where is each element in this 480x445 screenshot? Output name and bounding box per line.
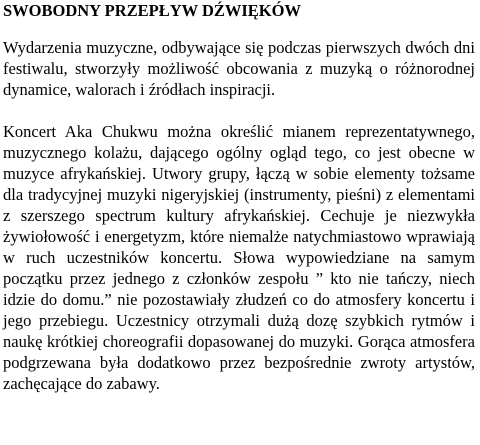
article-paragraph-intro: Wydarzenia muzyczne, odbywające się podczas pierwszych dwóch dni festiwalu, stworzyły możliwość obcowania z muzyką o różnorodnej dynamice, walorach i źródłach inspiracji. bbox=[3, 38, 475, 99]
article bbox=[3, 0, 475, 394]
article-paragraph-concert: Koncert Aka Chukwu można określić mianem reprezentatywnego, muzycznego kolażu, dającego ogólny ogląd tego, co jest obecne w muzyce afrykańskiej. Utwory grupy, łączą w sobie elementy tożsame dla tradycyjnej muzyki nigeryjskiej (instrumenty, pieśni) z elementami z szerszego spectrum kultury afrykańskiej. Cechuje je niezwykła żywiołowość i energetyzm, które niemalże natychmiastowo wprawiają w ruch uczestników koncertu. Słowa wypowiedziane na samym początku przez jednego z członków zespołu ” kto nie tańczy, niech idzie do domu.” nie pozostawiały złudzeń co do atmosfery koncertu i jego przebiegu. Uczestnicy otrzymali dużą dozę szybkich rytmów i naukę krótkiej choreografii dopasowanej do muzyki. Gorąca atmosfera podgrzewana była dodatkowo przez bezpośrednie zwroty artystów, zachęcające do zabawy. bbox=[3, 122, 475, 393]
article-title: SWOBODNY PRZEPŁYW DŹWIĘKÓW bbox=[3, 1, 301, 20]
